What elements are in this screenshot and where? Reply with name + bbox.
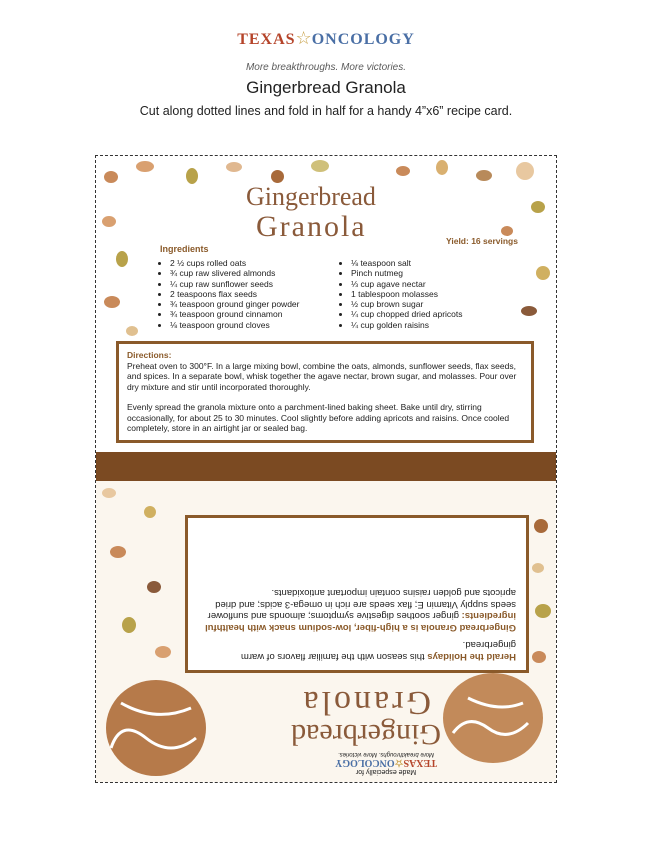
made-for-block	[326, 751, 446, 775]
ingredient-item: • ¾ teaspoon ground ginger powder	[170, 299, 299, 309]
herald-paragraph	[198, 639, 516, 662]
seed-decoration	[516, 162, 534, 180]
seed-decoration	[126, 326, 138, 336]
seed-decoration	[501, 226, 513, 236]
herald-text: this season with the familiar flavors of warm gingerbread.	[240, 639, 516, 662]
seed-decoration	[436, 160, 448, 175]
healthful-paragraph	[198, 587, 516, 633]
back-logo	[326, 757, 446, 768]
ingredient-item: • ¾ cup raw slivered almonds	[170, 268, 299, 278]
texas-oncology-logo	[0, 28, 652, 49]
seed-decoration	[116, 251, 128, 267]
card-back-rotated	[96, 481, 556, 783]
directions-box	[116, 341, 534, 443]
ingredient-item: • ¾ teaspoon ground cinnamon	[170, 309, 299, 319]
seed-decoration	[110, 546, 126, 558]
ingredient-item: • ⅛ teaspoon salt	[351, 258, 463, 268]
directions-paragraph: Evenly spread the granola mixture onto a parchment-lined baking sheet. Bake until dry, stirring occasionally, for about 25 to 30 minutes. Cool slightly before adding apricots and raisins. Once cooled completely, store in an airtight jar or sealed bag.	[127, 402, 510, 433]
seed-decoration	[532, 563, 544, 573]
card-back-title	[211, 683, 441, 751]
seed-decoration	[155, 646, 171, 658]
ingredient-item: • ¼ cup chopped dried apricots	[351, 309, 463, 319]
logo-tagline: More breakthroughs. More victories.	[245, 62, 407, 73]
ingredients-list-left	[160, 258, 299, 330]
ingredients-list-right	[341, 258, 463, 330]
seed-decoration	[531, 201, 545, 213]
seed-decoration	[311, 160, 329, 172]
seed-decoration	[521, 306, 537, 316]
page-title: Gingerbread Granola	[246, 78, 406, 97]
ingredient-item: • ¼ cup raw sunflower seeds	[170, 279, 299, 289]
back-logo-texas: TEXAS	[403, 757, 437, 768]
yield-label: Yield: 16 servings	[446, 236, 518, 246]
ingredient-item: • 2 teaspoons flax seeds	[170, 289, 299, 299]
ingredients-heading: Ingredients	[160, 244, 209, 254]
ingredient-item: • Pinch nutmeg	[351, 268, 463, 278]
healthful-text: ginger soothes digestive symptoms; almonds and sunflower seeds supply Vitamin E; flax seeds are rich in omega-3 acids; and dried apricots and golden raisins contain important antioxidants.	[207, 587, 516, 622]
page-subtitle: Cut along dotted lines and fold in half for a handy 4”x6” recipe card.	[139, 104, 513, 118]
star-icon: ☆	[295, 28, 312, 48]
seed-decoration	[532, 651, 546, 663]
directions-paragraph: Preheat oven to 300°F. In a large mixing bowl, combine the oats, almonds, sunflower seeds, flax seeds, and spices. In a separate bowl, whisk together the agave nectar, brown sugar, and molasses. Pour over dry mixture and stir until incorporated thoroughly.	[127, 360, 517, 392]
ingredient-item: • ⅛ teaspoon ground cloves	[170, 320, 299, 330]
directions-heading: Directions:	[127, 350, 172, 360]
cookie-image	[438, 668, 548, 773]
seed-decoration	[104, 171, 118, 183]
healthful-bold: Gingerbread Granola is a high-fiber, low-sodium snack with healthful ingredients:	[205, 610, 516, 633]
cookie-image	[101, 678, 211, 783]
card-front-title	[246, 182, 446, 244]
seed-decoration	[104, 296, 120, 308]
ingredient-item: • ½ cup brown sugar	[351, 299, 463, 309]
card-title-line1: Gingerbread	[291, 718, 441, 751]
healthful-info-box	[185, 515, 529, 673]
made-for-label: Made especially for	[355, 768, 417, 775]
seed-decoration	[534, 519, 548, 533]
card-title-line2: Granola	[300, 684, 431, 721]
ingredient-item: • ⅓ cup agave nectar	[351, 279, 463, 289]
card-front	[96, 156, 556, 452]
card-title-line2: Granola	[256, 210, 367, 243]
seed-decoration	[535, 604, 551, 618]
herald-bold: Herald the Holidays	[427, 651, 516, 662]
seed-decoration	[226, 162, 242, 172]
back-tagline: More breakthroughs. More victories.	[337, 751, 435, 757]
seed-decoration	[186, 168, 198, 184]
card-back	[96, 481, 556, 783]
star-icon: ☆	[394, 757, 404, 768]
seed-decoration	[396, 166, 410, 176]
back-logo-oncology: ONCOLOGY	[335, 757, 395, 768]
logo-oncology-text: ONCOLOGY	[311, 31, 415, 48]
seed-decoration	[476, 170, 492, 181]
seed-decoration	[144, 506, 156, 518]
logo-texas-text: TEXAS	[237, 31, 296, 48]
seed-decoration	[102, 488, 116, 498]
ingredient-item: • 1 tablespoon molasses	[351, 289, 463, 299]
seed-decoration	[102, 216, 116, 227]
fold-band	[96, 452, 556, 481]
recipe-card	[95, 155, 557, 783]
ingredient-item: • 2 ½ cups rolled oats	[170, 258, 299, 268]
card-title-line1: Gingerbread	[246, 182, 376, 211]
seed-decoration	[122, 617, 136, 633]
seed-decoration	[147, 581, 161, 593]
seed-decoration	[136, 161, 154, 172]
ingredient-item: • ¼ cup golden raisins	[351, 320, 463, 330]
seed-decoration	[536, 266, 550, 280]
